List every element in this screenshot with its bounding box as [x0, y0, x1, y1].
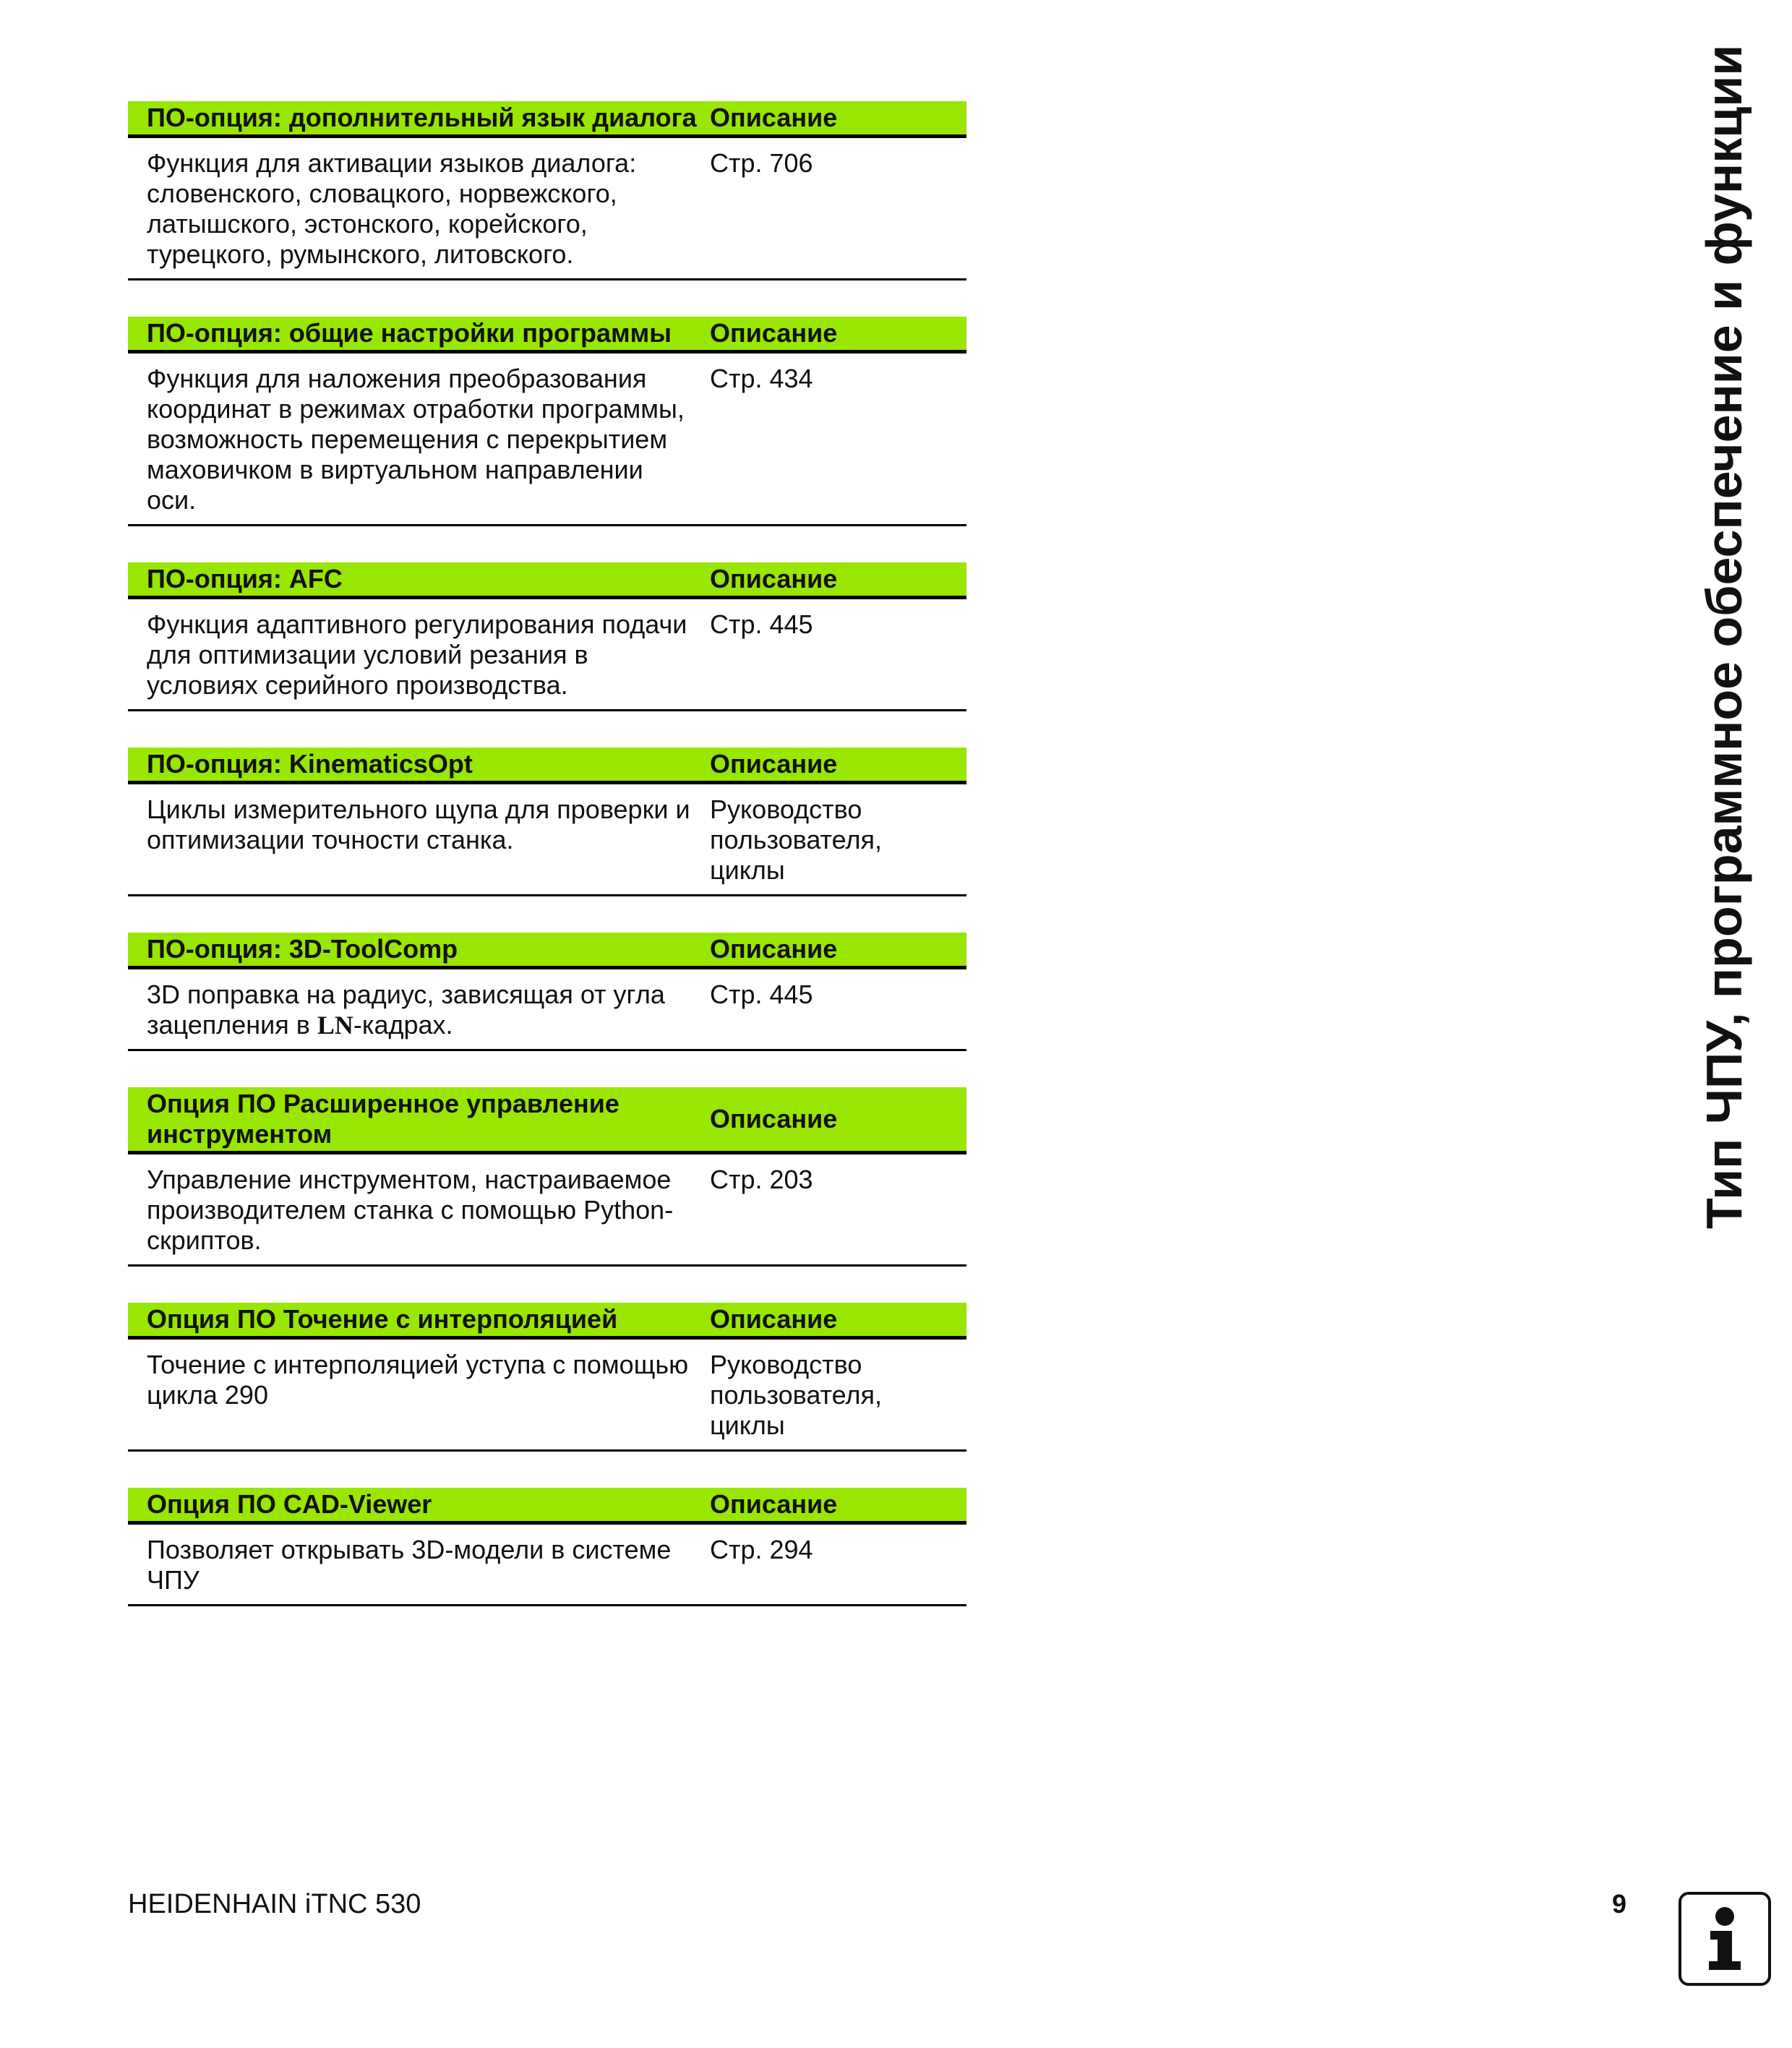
option-row: [128, 138, 966, 280]
option-row: [128, 1340, 966, 1452]
option-row: [128, 599, 966, 711]
option-reference: Стр. 445: [710, 609, 813, 639]
option-title: ПО-опция: 3D-ToolComp: [147, 934, 458, 964]
description-header: Описание: [710, 934, 838, 964]
option-description: [128, 980, 710, 1040]
option-reference: Стр. 434: [710, 364, 813, 393]
option-title: ПО-опция: KinematicsOpt: [147, 749, 473, 779]
description-header: Описание: [710, 749, 838, 779]
info-icon-glyph: [1681, 1895, 1768, 1983]
option-table-tool-management: [128, 1087, 966, 1267]
option-reference: Стр. 203: [710, 1165, 813, 1194]
chapter-side-title: Тип ЧПУ, программное обеспечение и функции: [1696, 44, 1752, 1229]
option-title: Опция ПО CAD-Viewer: [147, 1489, 432, 1519]
option-reference: Стр. 445: [710, 980, 813, 1009]
option-title: ПО-опция: общие настройки программы: [147, 318, 672, 348]
option-title: ПО-опция: AFC: [147, 564, 343, 594]
option-header: [128, 1087, 966, 1154]
option-table-afc: [128, 562, 966, 711]
option-description: Функция для активации языков диалога: словенского, словацкого, норвежского, латышского, эстонского, корейского, турецкого, румынского, литовского.: [147, 148, 637, 269]
option-reference: Руководство пользователя, циклы: [710, 794, 882, 885]
description-header: Описание: [710, 1104, 838, 1134]
option-reference: Стр. 294: [710, 1535, 813, 1564]
option-table-interpolation-turning: [128, 1303, 966, 1452]
option-description: Управление инструментом, настраиваемое производителем станка с помощью Python-скриптов.: [147, 1165, 674, 1255]
option-table-kinematicsopt: [128, 747, 966, 896]
option-description: Функция адаптивного регулирования подачи для оптимизации условий резания в условиях серийного производства.: [147, 609, 687, 700]
option-row: [128, 354, 966, 526]
option-table-general-settings: [128, 317, 966, 526]
option-description: Функция для наложения преобразования координат в режимах отработки программы, возможность перемещения с перекрытием маховичком в виртуальном направлении оси.: [147, 364, 685, 515]
description-header: Описание: [710, 1489, 838, 1519]
option-title: Опция ПО Точение с интерполяцией: [147, 1304, 618, 1334]
option-header: [128, 562, 966, 599]
option-title: Опция ПО Расширенное управление инструментом: [147, 1089, 620, 1149]
code-ln: LN: [317, 1011, 353, 1040]
options-list: [128, 101, 966, 1642]
option-row: [128, 1154, 966, 1267]
description-header: Описание: [710, 564, 838, 594]
option-header: [128, 317, 966, 354]
description-text-start: 3D поправка на радиус, зависящая от угла зацепления в: [147, 980, 665, 1040]
option-row: [128, 969, 966, 1051]
description-header: Описание: [710, 318, 838, 348]
info-icon: [1679, 1892, 1771, 1986]
option-reference: Стр. 706: [710, 148, 813, 178]
option-table-dialog-languages: [128, 101, 966, 280]
page-number: 9: [1612, 1889, 1627, 1919]
option-header: [128, 101, 966, 138]
option-header: [128, 1488, 966, 1525]
option-description: Циклы измерительного щупа для проверки и оптимизации точности станка.: [147, 794, 690, 854]
description-text-end: -кадрах.: [353, 1010, 453, 1040]
option-row: [128, 1525, 966, 1606]
option-row: [128, 784, 966, 896]
description-header: Описание: [710, 1304, 838, 1334]
option-title: ПО-опция: дополнительный язык диалога: [147, 103, 697, 132]
footer-product-name: HEIDENHAIN iTNC 530: [128, 1889, 421, 1919]
option-header: [128, 933, 966, 969]
option-table-cad-viewer: [128, 1488, 966, 1606]
option-header: [128, 747, 966, 784]
description-header: Описание: [710, 103, 838, 132]
option-reference: Руководство пользователя, циклы: [710, 1350, 882, 1440]
option-header: [128, 1303, 966, 1340]
option-description: Позволяет открывать 3D-модели в системе ЧПУ: [147, 1535, 672, 1595]
option-table-3d-toolcomp: [128, 933, 966, 1051]
option-description: Точение с интерполяцией уступа с помощью цикла 290: [147, 1350, 689, 1410]
